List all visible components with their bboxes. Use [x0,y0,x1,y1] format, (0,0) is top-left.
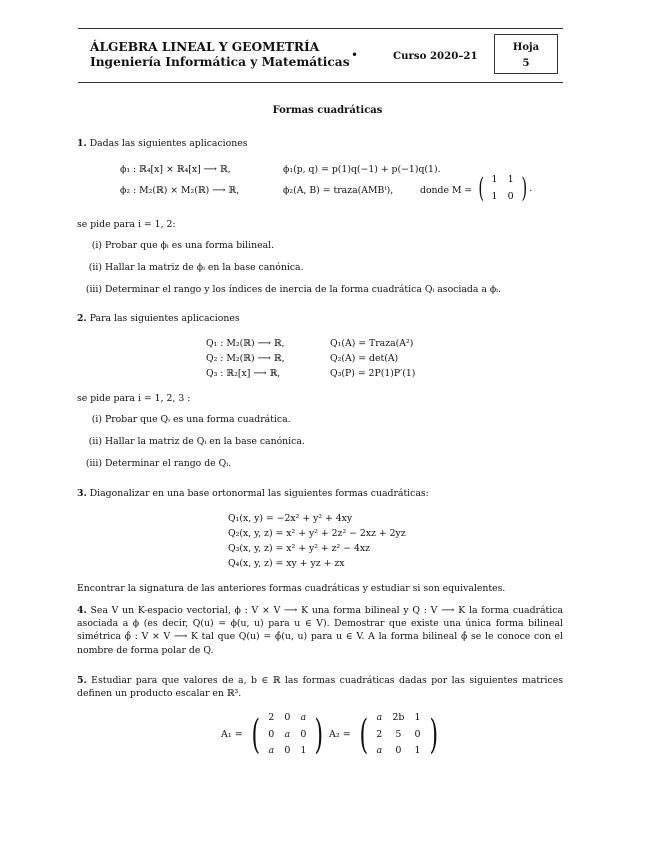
matrix-cell: 2 [268,712,275,723]
header-bullet: • [351,48,359,62]
ex2-def-right: Q₁(A) = Traza(A²) [330,338,414,349]
donde-label: donde M = [420,185,473,196]
roman-numeral: (iii) [85,284,102,295]
matrix-cell: 1 [414,745,421,757]
roman-numeral: (iii) [85,458,102,469]
ex4-paragraph [77,604,563,657]
ex2-intro-text: Para las siguientes aplicaciones [89,313,240,324]
ex3-outro: Encontrar la signatura de las anteriores formas cuadráticas y estudiar si son equivalentes. [77,583,506,594]
ex2-def-left: Q₁ : M₂(ℝ) ⟶ ℝ, [206,338,285,349]
phi1-formula: ϕ₁(p, q) = p(1)q(−1) + p(−1)q(1). [283,164,441,175]
ex3-number: 3. [77,488,87,499]
ex2-def-left: Q₃ : ℝ₂[x] ⟶ ℝ, [206,368,281,379]
quadratic-form: Q₂(x, y, z) = x² + y² + 2z² − 2xz + 2yz [228,528,406,539]
header-bottom-rule [78,82,563,83]
ex2-def-right: Q₂(A) = det(A) [330,353,399,364]
ex1-item [84,240,274,252]
roman-numeral: (i) [91,240,102,251]
matrix-cell: a [300,712,307,723]
ex2-ask: se pide para i = 1, 2, 3 : [77,393,191,404]
matrix-cell: 2 [376,728,383,740]
matrix-cell: 0 [395,745,402,757]
matrix-cell: 1 [300,745,307,757]
roman-numeral: (ii) [88,262,102,273]
academic-year: Curso 2020–21 [393,50,478,62]
matrix-cell: 1 [491,174,498,185]
matrix-A2-label: A₂ = [329,729,351,741]
ex3-intro [77,488,429,500]
matrix-A1: A₁ = ( 2 0 a 0 a 0 a 0 1 ) [221,710,327,760]
course-subtitle: Ingeniería Informática y Matemáticas [90,55,350,69]
ex1-intro-text: Dadas las siguientes aplicaciones [89,138,248,149]
ex1-number: 1. [77,138,87,149]
matrix-A2: A₂ = ( a 2b 1 2 5 0 a 0 1 ) [329,710,441,760]
matrix-cell: a [376,745,383,757]
matrix-cell: 0 [268,728,275,740]
ex2-item [84,436,305,448]
phi2-definition: ϕ₂ : M₂(ℝ) × M₂(ℝ) ⟶ ℝ, [120,185,240,196]
phi2-formula: ϕ₂(A, B) = traza(AMBᵗ), [283,185,394,196]
sheet-number: 5 [522,57,530,69]
matrix-M-table [487,172,519,205]
item-text: Determinar el rango de Qᵢ. [104,458,232,469]
matrix-cell: 5 [395,728,402,740]
ex4-text: Sea V un K-espacio vectorial, ϕ : V × V ⟶ K una forma bilineal y Q : V ⟶ K la forma cuadrática asociada a ϕ (es decir, Q(u) = ϕ(u, u) para u ∈ V). Demostrar que existe una única forma bilineal simétrica ϕ̂ : V × V ⟶ K tal que Q(u) = ϕ̂(u, u) para u ∈ V. A la forma bilineal ϕ̂ se le conoce con el nombre de forma polar de Q. [77,605,563,656]
matrix-cell: a [268,745,275,757]
matrix-cell: 0 [284,712,291,723]
roman-numeral: (i) [91,414,102,425]
item-text: Hallar la matriz de Qᵢ en la base canónica. [104,436,305,447]
matrix-cell: 0 [507,190,514,202]
item-text: Probar que Qᵢ es una forma cuadrática. [104,414,291,425]
ex2-item [84,458,231,470]
matrix-cell: 0 [414,728,421,740]
matrix-cell: 2b [392,712,405,723]
ex2-item [84,414,291,426]
ex5-number: 5. [77,675,87,686]
quadratic-form: Q₄(x, y, z) = xy + yz + zx [228,558,345,569]
ex5-text: Estudiar para que valores de a, b ∈ ℝ las formas cuadráticas dadas por las siguientes matrices definen un producto escalar en ℝ³. [77,675,563,700]
item-text: Determinar el rango y los índices de inercia de la forma cuadrática Qᵢ asociada a ϕᵢ. [104,284,502,295]
matrix-cell: a [284,728,291,740]
matrix-cell: 1 [507,174,514,185]
matrix-M-period: . [529,182,533,194]
matrix-cell: 0 [284,745,291,757]
matrix-A2-table [371,710,425,760]
matrix-A1-label: A₁ = [221,729,243,741]
matrix-cell: 0 [300,728,307,740]
ex5-paragraph [77,674,563,700]
ex2-def-right: Q₃(P) = 2P(1)P′(1) [330,368,416,379]
matrix-M: ( 1 1 1 0 ) . [478,173,533,205]
matrix-cell: 1 [414,712,421,723]
matrix-cell: 1 [491,190,498,202]
ex1-ask: se pide para i = 1, 2: [77,219,176,230]
item-text: Probar que ϕᵢ es una forma bilineal. [104,240,275,251]
sheet-label: Hoja [512,42,540,53]
section-title: Formas cuadráticas [272,105,383,116]
item-text: Hallar la matriz de ϕᵢ en la base canónica. [104,262,304,273]
matrix-cell: a [376,712,383,723]
quadratic-form: Q₃(x, y, z) = x² + y² + z² − 4xz [228,543,371,554]
ex4-number: 4. [77,605,87,616]
ex1-item [84,284,501,296]
header-top-rule [78,28,563,29]
quadratic-form: Q₁(x, y) = −2x² + y² + 4xy [228,513,353,524]
matrix-A1-table [263,710,311,760]
ex2-def-left: Q₂ : M₂(ℝ) ⟶ ℝ, [206,353,285,364]
sheet-box [494,34,558,74]
ex2-number: 2. [77,313,87,324]
roman-numeral: (ii) [88,436,102,447]
ex1-intro [77,138,248,150]
ex2-intro [77,313,240,325]
phi1-definition: ϕ₁ : ℝ₄[x] × ℝ₄[x] ⟶ ℝ, [120,164,231,175]
course-title: ÁLGEBRA LINEAL Y GEOMETRÍA [90,40,320,54]
ex3-intro-text: Diagonalizar en una base ortonormal las siguientes formas cuadráticas: [89,488,429,499]
ex1-item [84,262,304,274]
